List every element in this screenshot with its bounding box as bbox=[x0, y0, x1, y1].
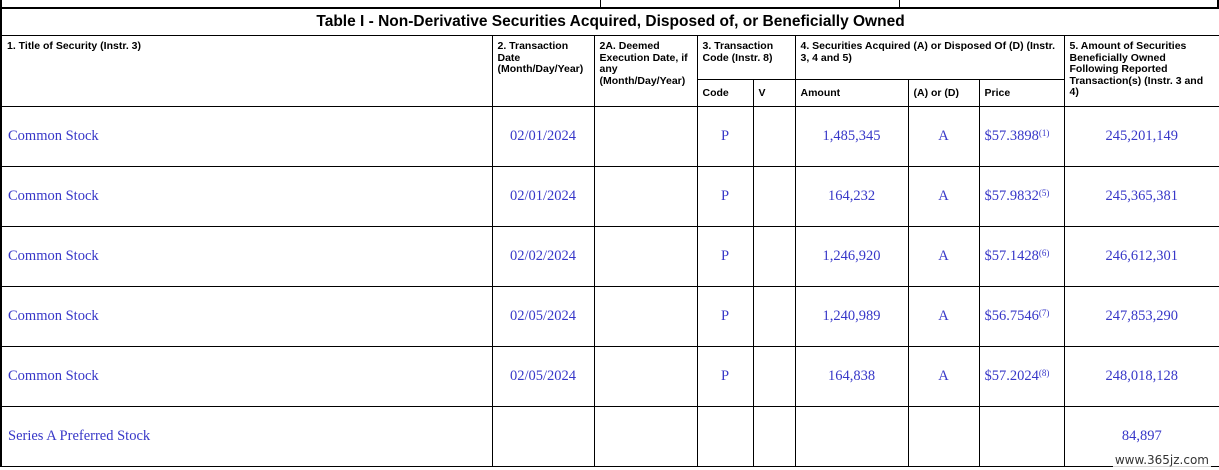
deemed-date-cell bbox=[594, 107, 697, 167]
price-cell bbox=[979, 167, 1064, 227]
owned-amount-cell: 248,018,128 bbox=[1064, 347, 1219, 407]
amount-cell bbox=[795, 407, 908, 467]
amount-cell: 164,838 bbox=[795, 347, 908, 407]
deemed-date-cell bbox=[594, 407, 697, 467]
transaction-date-cell bbox=[492, 407, 594, 467]
divider bbox=[899, 0, 900, 8]
v-cell bbox=[753, 227, 795, 287]
previous-table-bottom bbox=[0, 0, 1219, 8]
amount-cell: 1,246,920 bbox=[795, 227, 908, 287]
header-transaction-date: 2. Transaction Date (Month/Day/Year) bbox=[492, 36, 594, 107]
security-title-cell: Common Stock bbox=[1, 167, 492, 227]
security-title-cell: Series A Preferred Stock bbox=[1, 407, 492, 467]
security-title-cell: Common Stock bbox=[1, 287, 492, 347]
price-value: $57.2024 bbox=[984, 368, 1039, 384]
price-cell bbox=[979, 407, 1064, 467]
table-row bbox=[1, 407, 1219, 467]
deemed-date-cell bbox=[594, 287, 697, 347]
table-row bbox=[1, 227, 1219, 287]
security-title-cell: Common Stock bbox=[1, 107, 492, 167]
price-cell bbox=[979, 227, 1064, 287]
footnote-ref[interactable]: (6) bbox=[1038, 248, 1050, 258]
a-or-d-cell: A bbox=[908, 347, 979, 407]
owned-amount-cell: 245,201,149 bbox=[1064, 107, 1219, 167]
a-or-d-cell: A bbox=[908, 167, 979, 227]
owned-amount-cell: 84,897 bbox=[1064, 407, 1219, 467]
header-title-of-security: 1. Title of Security (Instr. 3) bbox=[1, 36, 492, 107]
code-cell bbox=[697, 407, 753, 467]
price-value: $57.9832 bbox=[984, 188, 1039, 204]
deemed-date-cell bbox=[594, 227, 697, 287]
code-cell: P bbox=[697, 287, 753, 347]
header-amount: Amount bbox=[795, 80, 908, 107]
header-deemed-execution-date: 2A. Deemed Execution Date, if any (Month/Day/Year) bbox=[594, 36, 697, 107]
table-row bbox=[1, 167, 1219, 227]
transaction-date-cell: 02/01/2024 bbox=[492, 167, 594, 227]
v-cell bbox=[753, 167, 795, 227]
transaction-date-cell: 02/05/2024 bbox=[492, 347, 594, 407]
v-cell bbox=[753, 347, 795, 407]
header-securities-acquired-disposed: 4. Securities Acquired (A) or Disposed Of (D) (Instr. 3, 4 and 5) bbox=[795, 36, 1064, 80]
price-value: $57.3898 bbox=[984, 128, 1039, 144]
amount-cell: 164,232 bbox=[795, 167, 908, 227]
amount-cell: 1,240,989 bbox=[795, 287, 908, 347]
header-transaction-code: 3. Transaction Code (Instr. 8) bbox=[697, 36, 795, 80]
amount-cell: 1,485,345 bbox=[795, 107, 908, 167]
table-row bbox=[1, 287, 1219, 347]
price-value: $56.7546 bbox=[984, 308, 1039, 324]
code-cell: P bbox=[697, 167, 753, 227]
v-cell bbox=[753, 107, 795, 167]
price-value: $57.1428 bbox=[984, 248, 1039, 264]
a-or-d-cell bbox=[908, 407, 979, 467]
deemed-date-cell bbox=[594, 347, 697, 407]
v-cell bbox=[753, 407, 795, 467]
code-cell: P bbox=[697, 227, 753, 287]
watermark: www.365jz.com bbox=[1114, 453, 1209, 467]
transaction-date-cell: 02/05/2024 bbox=[492, 287, 594, 347]
price-cell bbox=[979, 347, 1064, 407]
table-row bbox=[1, 107, 1219, 167]
price-cell bbox=[979, 287, 1064, 347]
header-code: Code bbox=[697, 80, 753, 107]
footnote-ref[interactable]: (7) bbox=[1038, 308, 1050, 318]
deemed-date-cell bbox=[594, 167, 697, 227]
footnote-ref[interactable]: (1) bbox=[1038, 128, 1050, 138]
code-cell: P bbox=[697, 347, 753, 407]
owned-amount-cell: 247,853,290 bbox=[1064, 287, 1219, 347]
security-title-cell: Common Stock bbox=[1, 227, 492, 287]
owned-amount-cell: 245,365,381 bbox=[1064, 167, 1219, 227]
a-or-d-cell: A bbox=[908, 107, 979, 167]
code-cell: P bbox=[697, 107, 753, 167]
non-derivative-table bbox=[0, 8, 1219, 467]
table-row bbox=[1, 347, 1219, 407]
v-cell bbox=[753, 287, 795, 347]
a-or-d-cell: A bbox=[908, 287, 979, 347]
footnote-ref[interactable]: (5) bbox=[1038, 188, 1050, 198]
a-or-d-cell: A bbox=[908, 227, 979, 287]
transaction-date-cell: 02/02/2024 bbox=[492, 227, 594, 287]
header-amount-beneficially-owned: 5. Amount of Securities Beneficially Owned Following Reported Transaction(s) (Instr. 3 and 4) bbox=[1064, 36, 1219, 107]
transaction-date-cell: 02/01/2024 bbox=[492, 107, 594, 167]
security-title-cell: Common Stock bbox=[1, 347, 492, 407]
header-price: Price bbox=[979, 80, 1064, 107]
divider bbox=[600, 0, 601, 8]
header-a-or-d: (A) or (D) bbox=[908, 80, 979, 107]
table-title: Table I - Non-Derivative Securities Acquired, Disposed of, or Beneficially Owned bbox=[1, 9, 1219, 36]
price-cell bbox=[979, 107, 1064, 167]
header-v: V bbox=[753, 80, 795, 107]
owned-amount-cell: 246,612,301 bbox=[1064, 227, 1219, 287]
footnote-ref[interactable]: (8) bbox=[1038, 368, 1050, 378]
